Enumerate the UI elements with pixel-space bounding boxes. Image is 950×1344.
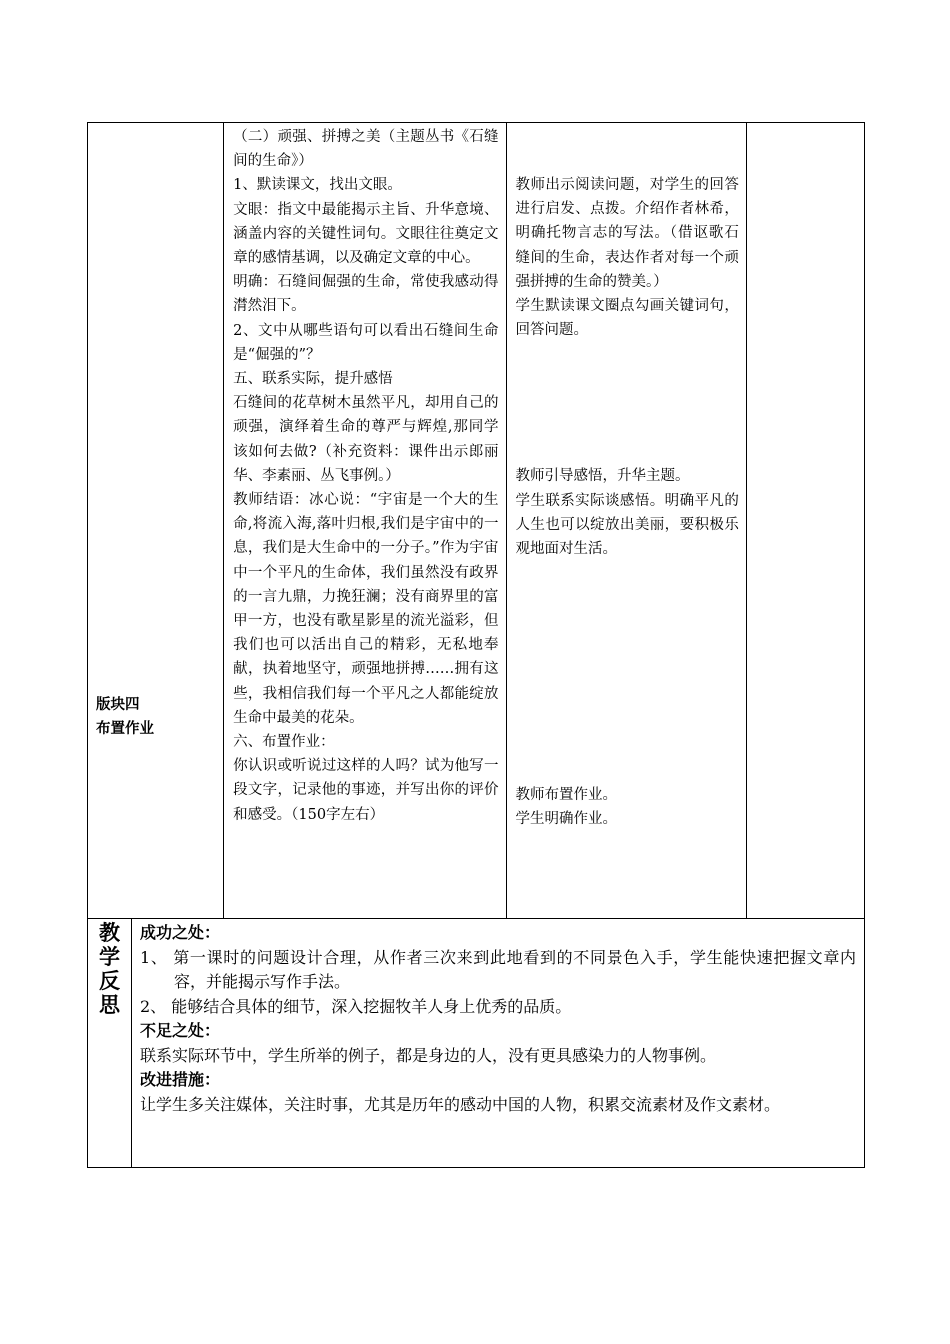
reflection-row (88, 919, 865, 1168)
reflection-body (132, 919, 865, 1168)
success-heading: 成功之处： (140, 923, 221, 942)
teacher-activity: 教师布置作业。 (515, 787, 618, 804)
lesson-plan-table (87, 122, 865, 919)
improve-text: 让学生多关注媒体，关注时事，尤其是历年的感动中国的人物，积累交流素材及作文素材。 (140, 1094, 781, 1114)
content-line: 石缝间的花草树木虽然平凡，却用自己的顽强，演绎着生命的尊严与辉煌,那同学该如何去做?（补充资料：课件出示郎丽华、李素丽、丛飞事例。） (233, 395, 499, 484)
content-line: 2、文中从哪些语句可以看出石缝间生命是“倔强的”？ (233, 322, 499, 363)
block-label-line1: 版块四 (96, 697, 140, 713)
shortcoming-heading: 不足之处： (140, 1021, 221, 1040)
activity-cell (506, 123, 746, 919)
content-line: 文眼：指文中最能揭示主旨、升华意境、涵盖内容的关键性词句。文眼往往奠定文章的感情基调，以及确定文章的中心。 (233, 201, 499, 267)
content-line: 明确：石缝间倔强的生命，常使我感动得潸然泪下。 (233, 274, 499, 315)
teacher-activity: 教师出示阅读问题，对学生的回答进行启发、点拨。介绍作者林希，明确托物言志的写法。（借讴歌石缝间的生命，表达作者对每一个顽强拼搏的生命的赞美。） (515, 177, 739, 290)
content-line: 五、联系实际，提升感悟 (233, 371, 393, 388)
student-activity: 学生默读课文圈点勾画关键词句，回答问题。 (515, 298, 739, 339)
lesson-row (88, 123, 865, 919)
reflection-label-char: 反 (99, 969, 120, 993)
reflection-table (87, 918, 865, 1168)
shortcoming-text: 联系实际环节中，学生所举的例子，都是身边的人，没有更具感染力的人物事例。 (140, 1045, 717, 1065)
student-activity: 学生联系实际谈感悟。明确平凡的人生也可以绽放出美丽，要积极乐观地面对生活。 (515, 492, 739, 558)
content-cell (224, 123, 506, 919)
success-item: 1、 第一课时的问题设计合理，从作者三次来到此地看到的不同景色入手，学生能快速把握文章内容，并能揭示写作手法。 (140, 947, 856, 991)
teacher-activity: 教师引导感悟，升华主题。 (515, 468, 690, 485)
content-line: 六、布置作业： (233, 734, 335, 751)
success-item: 2、 能够结合具体的细节，深入挖掘牧羊人身上优秀的品质。 (140, 996, 572, 1016)
content-line: 1、默读课文，找出文眼。 (233, 177, 402, 194)
content-line: （二）顽强、拼搏之美（主题丛书《石缝间的生命》） (233, 129, 499, 170)
content-line: 教师结语：冰心说：“宇宙是一个大的生命,将流入海,落叶归根,我们是宇宙中的一息，我们是大生命中的一分子。”作为宇宙中一个平凡的生命体，我们虽然没有政界的一言九鼎，力挽狂澜；没有商界里的富甲一方，也没有歌星影星的流光溢彩，但我们也可以活出自己的精彩，无私地奉献，执着地坚守，顽强地拼搏……拥有这些，我相信我们每一个平凡之人都能绽放生命中最美的花朵。 (233, 492, 499, 726)
content-line: 你认识或听说过这样的人吗？试为他写一段文字，记录他的事迹，并写出你的评价和感受。（150字左右） (233, 758, 499, 823)
block-label-cell (88, 123, 224, 919)
notes-cell (746, 123, 864, 919)
reflection-label (88, 919, 132, 1168)
student-activity: 学生明确作业。 (515, 811, 618, 828)
reflection-label-char: 思 (99, 993, 120, 1017)
reflection-label-char: 教 (99, 921, 120, 945)
block-label-line2: 布置作业 (96, 721, 154, 737)
reflection-label-char: 学 (99, 945, 120, 969)
improve-heading: 改进措施： (140, 1070, 221, 1089)
